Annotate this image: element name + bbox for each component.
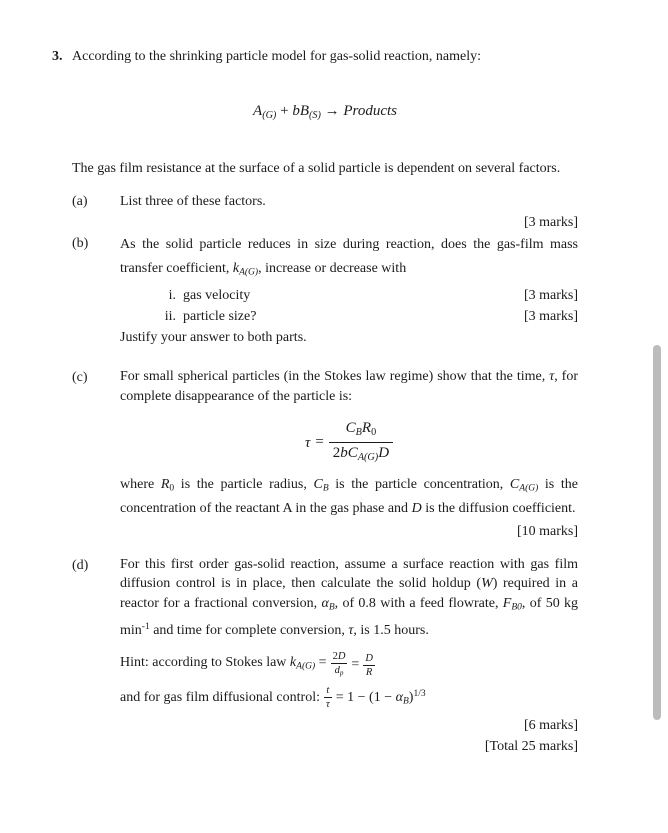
equals-sign: = <box>315 434 324 451</box>
part-d-marks: [6 marks] <box>523 717 578 733</box>
part-b-note: Justify your answer to both parts. <box>120 329 307 345</box>
hint1-equals: = <box>351 657 360 673</box>
fraction-denominator: 2bCA(G)D <box>332 445 390 464</box>
part-a-label: (a) <box>72 193 88 209</box>
part-c-marks: [10 marks] <box>516 523 578 539</box>
part-d-text: For this first order gas-solid reaction, assume a surface reaction with gas film diffusion control is in place, then calculate the solid holdup (W) required in a reactor for a fractional conversion, αB, of 0.8 with a feed flowrate, FB0, of 50 kg $\min^{-1}$ and time for complete conversion, τ, is 1.5 hours. <box>120 556 578 638</box>
item-ii-marks: [3 marks] <box>523 308 578 324</box>
question-body <box>72 47 578 757</box>
item-ii-text: particle size? <box>183 308 257 324</box>
part-b-label: (b) <box>72 235 89 251</box>
part-c-text: For small spherical particles (in the Stokes law regime) show that the time, τ, for complete disappearance of the particle is: <box>120 368 579 404</box>
part-c-label: (c) <box>72 369 88 385</box>
tau-formula <box>120 419 578 468</box>
tau-symbol: τ <box>304 434 311 451</box>
part-d <box>72 555 578 712</box>
hint-stokes-law <box>120 650 578 680</box>
scrollbar-thumb[interactable] <box>653 345 661 720</box>
item-i-label: i. <box>168 287 176 303</box>
item-ii-label: ii. <box>164 308 176 324</box>
question-number: 3. <box>52 49 63 64</box>
part-b-item-i <box>120 285 578 306</box>
part-a <box>72 191 578 212</box>
part-b-item-ii <box>120 306 578 327</box>
hint1-prefix: Hint: according to Stokes law kA(G) = <box>120 655 327 673</box>
reaction-equation: A(G) + bB(S) → Products <box>253 103 397 121</box>
part-c <box>72 367 578 519</box>
part-b-text: As the solid particle reduces in size during reaction, does the gas-film mass transfer coefficient, kA(G), increase or decrease with <box>120 236 578 278</box>
part-d-label: (d) <box>72 557 89 573</box>
part-c-where: where R0 is the particle radius, CB is the particle concentration, CA(G) is the concentration of the reactant A in the gas phase and D is the diffusion coefficient. <box>120 477 578 516</box>
part-a-text: List three of these factors. <box>120 193 266 209</box>
question-intro: According to the shrinking particle model for gas-solid reaction, namely: <box>72 49 481 64</box>
intro-paragraph: The gas film resistance at the surface of a solid particle is dependent on several factors. <box>72 160 561 176</box>
part-b <box>72 233 578 348</box>
item-i-text: gas velocity <box>183 287 251 303</box>
hint-gas-film-control <box>120 684 578 711</box>
hint2-fraction: $\frac{t}{\tau}$ <box>325 685 330 711</box>
part-a-marks: [3 marks] <box>523 214 578 230</box>
hint1-fraction-1: $\frac{2D}{dp}$ <box>332 651 346 678</box>
fraction-numerator: CBR0 <box>329 419 393 444</box>
hint2-expression: = $1 - (1 - \alpha B)^{1/3}$ <box>335 689 426 707</box>
hint2-prefix: and for gas film diffusional control: <box>120 689 320 705</box>
total-marks: [Total 25 marks] <box>484 738 578 754</box>
hint1-fraction-2: $\frac{D}{R}$ <box>365 652 373 678</box>
tau-fraction <box>329 419 393 468</box>
item-i-marks: [3 marks] <box>523 287 578 303</box>
